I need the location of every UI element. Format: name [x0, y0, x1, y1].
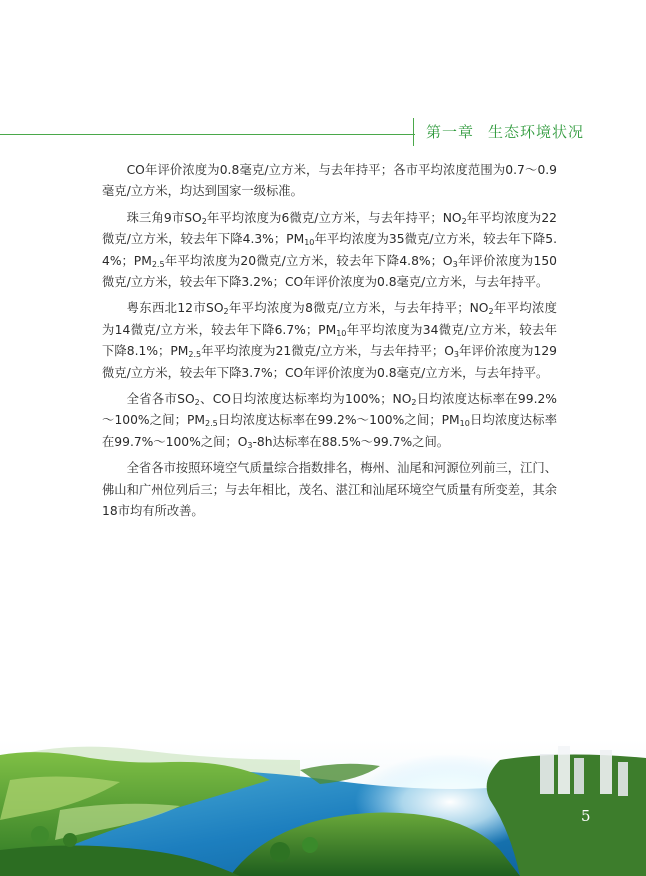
header-rule	[0, 134, 415, 135]
text-run: 日均浓度达标率在99.7%～100%之间；O	[102, 413, 557, 449]
subscript: 3	[453, 350, 460, 360]
text-run: CO年评价浓度为0.8毫克/立方米，与去年持平；各市平均浓度范围为0.7～0.9毫克/立方米，均达到国家一级标准。	[102, 163, 557, 199]
paragraph-east-west-north	[102, 298, 557, 384]
subscript: 3	[247, 440, 253, 450]
subscript: 3	[452, 259, 458, 269]
text-run: 年平均浓度为14微克/立方米，较去年下降6.7%；PM	[102, 301, 557, 337]
body-text	[102, 160, 557, 528]
paragraph-compliance-rate	[102, 389, 557, 453]
text-run: 日均浓度达标率在99.2%～100%之间；PM	[217, 413, 460, 428]
text-run: 年平均浓度为35微克/立方米，较去年下降5.4%；PM	[102, 232, 557, 268]
subscript: 2	[461, 216, 467, 226]
subscript: 2	[201, 216, 207, 226]
paragraph-pearl-river-delta	[102, 208, 557, 294]
subscript: 2	[488, 307, 494, 317]
paragraph-co	[102, 160, 557, 203]
text-run: 年平均浓度为34微克/立方米，较去年下降8.1%；PM	[102, 322, 558, 359]
landscape-banner	[0, 740, 646, 876]
subscript: 2	[223, 307, 229, 317]
text-run: 年评价浓度为129微克/立方米，较去年下降3.7%；CO年评价浓度为0.8毫克/立方米，与去年持平。	[102, 344, 557, 380]
subscript: 10	[336, 328, 347, 338]
chapter-number: 第一章	[426, 123, 475, 141]
subscript: 2.5	[151, 259, 165, 269]
text-run: 全省各市按照环境空气质量综合指数排名，梅州、汕尾和河源位列前三，江门、佛山和广州位列后三；与去年相比，茂名、湛江和汕尾环境空气质量有所变差，其余18市均有所改善。	[102, 461, 557, 519]
text-run: 粤东西北12市SO	[126, 301, 224, 316]
chapter-heading	[426, 121, 584, 142]
text-run: 全省各市SO	[126, 392, 195, 407]
subscript: 2.5	[204, 419, 218, 429]
text-run: -8h达标率在88.5%～99.7%之间。	[252, 434, 450, 449]
text-run: 珠三角9市SO	[126, 210, 202, 225]
subscript: 10	[304, 238, 315, 248]
subscript: 2	[194, 398, 200, 408]
chapter-title: 生态环境状况	[488, 123, 585, 141]
text-run: 年平均浓度为6微克/立方米，与去年持平；NO	[206, 210, 462, 225]
text-run: 年平均浓度为8微克/立方米，与去年持平；NO	[228, 301, 489, 316]
text-run: 年平均浓度为22微克/立方米，较去年下降4.3%；PM	[102, 210, 557, 247]
landscape-illustration	[0, 740, 646, 876]
text-run: 年平均浓度为20微克/立方米，较去年下降4.8%；O	[164, 253, 453, 268]
page-number: 5	[581, 807, 591, 825]
header-divider	[413, 118, 422, 146]
text-run: 日均浓度达标率在99.2%～100%之间；PM	[102, 392, 557, 428]
paragraph-ranking	[102, 458, 557, 522]
subscript: 2	[411, 398, 417, 408]
text-run: 、CO日均浓度达标率均为100%；NO	[199, 392, 412, 407]
subscript: 10	[459, 419, 470, 429]
subscript: 2.5	[188, 350, 202, 360]
text-run: 年评价浓度为150微克/立方米，较去年下降3.2%；CO年评价浓度为0.8毫克/立方米，与去年持平。	[102, 253, 557, 290]
text-run: 年平均浓度为21微克/立方米，与去年持平；O	[201, 344, 454, 359]
